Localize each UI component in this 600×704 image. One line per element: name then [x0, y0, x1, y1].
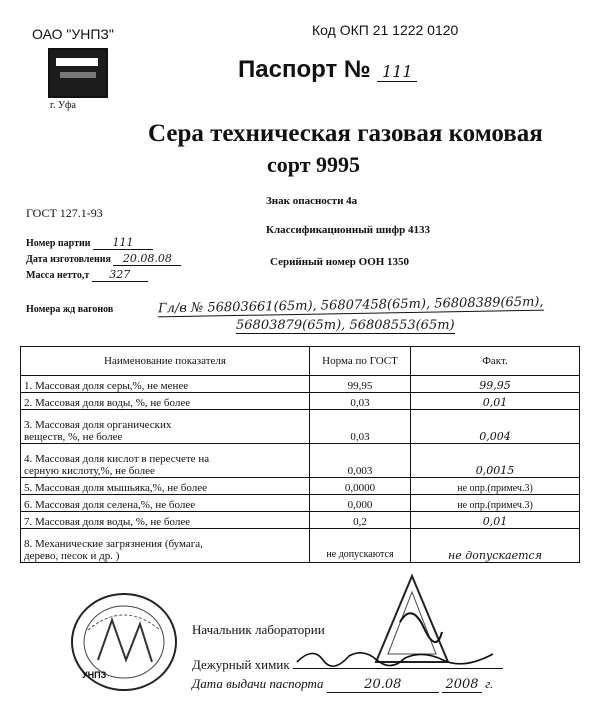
chemist-signature-line [293, 654, 503, 669]
production-date-row [26, 252, 181, 266]
signature-icon [293, 646, 503, 668]
row-8-name [21, 529, 310, 563]
organization-name: ОАО "УНПЗ" [32, 26, 114, 42]
gost-number: ГОСТ 127.1-93 [26, 206, 103, 220]
row-4-name-line-1: 4. Массовая доля кислот в пересчете на [24, 453, 210, 465]
row-2-name: 2. Массовая доля воды, %, не более [21, 393, 310, 410]
un-serial-number: Серийный номер ООН 1350 [270, 256, 410, 268]
table-row [21, 376, 580, 393]
row-7-fact: 0,01 [411, 512, 580, 529]
passport-label: Паспорт № [238, 56, 371, 83]
row-3-name-line-2: веществ, %, не более [24, 431, 123, 443]
row-6-name: 6. Массовая доля селена,%, не более [21, 495, 310, 512]
product-grade: сорт 9995 [267, 152, 361, 177]
organization-logo-icon [48, 48, 108, 98]
row-4-name-line-2: серную кислоту,%, не более [24, 465, 155, 477]
production-date-value: 20.08.08 [113, 252, 181, 266]
table-row [21, 393, 580, 410]
chemist-row [192, 654, 503, 673]
row-2-fact: 0,01 [411, 393, 580, 410]
row-8-name-line-1: 8. Механические загрязнения (бумага, [24, 538, 203, 550]
wagons-line-2: 56803879(65т), 56808553(65т) [236, 318, 455, 333]
row-8-fact: не допускается [411, 529, 580, 563]
issue-date-row [192, 676, 493, 693]
row-2-norm: 0,03 [310, 393, 411, 410]
parameters-table [20, 346, 580, 563]
row-5-name: 5. Массовая доля мышьяка,%, не более [21, 478, 310, 495]
net-mass-value: 327 [92, 268, 148, 282]
net-mass-row [26, 268, 148, 282]
row-3-name-line-1: 3. Массовая доля органических [24, 419, 172, 431]
row-5-norm: 0,0000 [310, 478, 411, 495]
lab-head-label: Начальник лаборатории [192, 622, 325, 637]
row-4-fact: 0,0015 [411, 444, 580, 478]
row-7-norm: 0,2 [310, 512, 411, 529]
wagons-line-1: Гл/в № 56803661(65т), 56807458(65т), 56808389(65т), [157, 294, 544, 317]
okp-code: Код ОКП 21 1222 0120 [312, 22, 459, 38]
row-4-norm: 0,003 [310, 444, 411, 478]
row-3-name [21, 410, 310, 444]
row-1-norm: 99,95 [310, 376, 411, 393]
passport-number: 111 [377, 62, 417, 82]
row-6-fact: не опр.(примеч.3) [411, 495, 580, 512]
table-row [21, 444, 580, 478]
issue-date-suffix: г. [485, 676, 494, 691]
row-8-name-line-2: дерево, песок и др. ) [24, 550, 120, 562]
row-1-fact: 99,95 [411, 376, 580, 393]
table-row [21, 495, 580, 512]
issue-date-value: 20.08 [327, 677, 439, 693]
batch-label: Номер партии [26, 238, 91, 249]
round-seal-stamp [68, 590, 180, 694]
classification-code: Классификационный шифр 4133 [266, 224, 431, 236]
product-title: Сера техническая газовая комовая [148, 120, 543, 147]
header-parameter-name: Наименование показателя [21, 347, 310, 376]
net-mass-label: Масса нетто,т [26, 270, 90, 281]
table-row [21, 478, 580, 495]
batch-row [26, 236, 153, 250]
row-3-fact: 0,004 [411, 410, 580, 444]
table-row [21, 529, 580, 563]
chemist-label: Дежурный химик [192, 657, 290, 672]
production-date-label: Дата изготовления [26, 254, 111, 265]
passport-title [238, 56, 417, 84]
header-gost-norm: Норма по ГОСТ [310, 347, 411, 376]
city-label: г. Уфа [50, 100, 76, 111]
issue-date-label: Дата выдачи паспорта [192, 676, 324, 691]
header-fact: Факт. [411, 347, 580, 376]
batch-value: 111 [93, 236, 153, 250]
row-7-name: 7. Массовая доля воды, %, не более [21, 512, 310, 529]
hazard-sign: Знак опасности 4а [266, 195, 358, 207]
table-row [21, 410, 580, 444]
row-5-fact: не опр.(примеч.3) [411, 478, 580, 495]
row-6-norm: 0,000 [310, 495, 411, 512]
seal-text: УНПЗ [82, 670, 107, 680]
row-4-name [21, 444, 310, 478]
table-header-row [21, 347, 580, 376]
wagons-label: Номера жд вагонов [26, 304, 114, 315]
row-1-name: 1. Массовая доля серы,%, не менее [21, 376, 310, 393]
row-8-norm: не допускаются [310, 529, 411, 563]
table-row [21, 512, 580, 529]
row-3-norm: 0,03 [310, 410, 411, 444]
issue-date-year: 2008 [442, 677, 482, 693]
